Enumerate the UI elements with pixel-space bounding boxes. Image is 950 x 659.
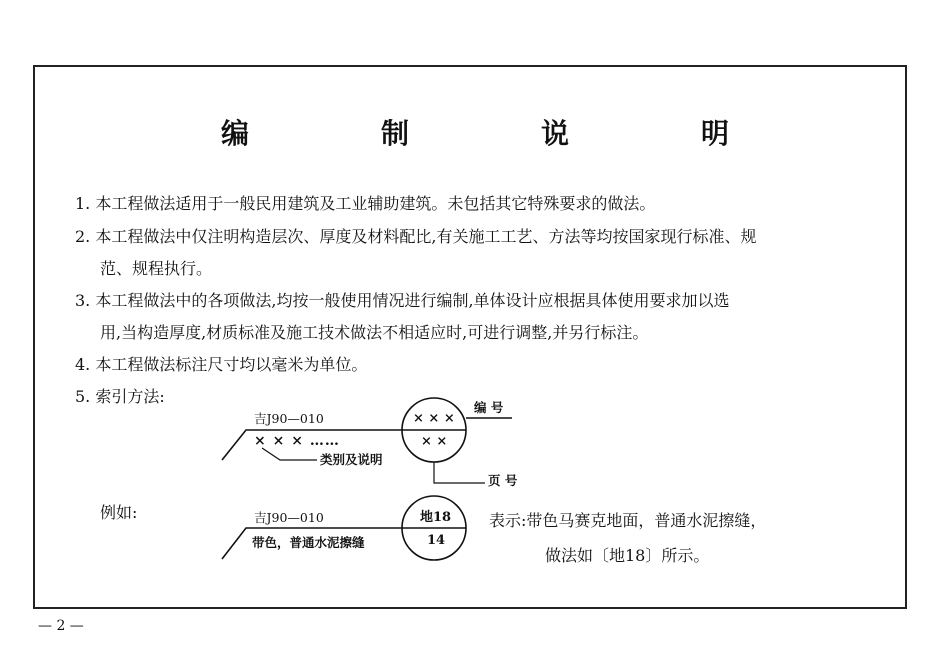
item-text: 索引方法:: [95, 387, 165, 406]
category-pointer-line: [262, 448, 317, 460]
item-number: 1.: [75, 194, 91, 213]
item-text: 本工程做法中仅注明构造层次、厚度及材料配比,有关施工工艺、方法等均按国家现行标准、规: [95, 227, 757, 246]
item-number: 2.: [75, 227, 91, 246]
example-explanation-line-2: 做法如〔地18〕所示。: [545, 546, 710, 565]
item-number: 3.: [75, 291, 91, 310]
example-label: 例如:: [100, 503, 138, 522]
index-code: 吉J90—010: [254, 411, 324, 426]
example-code: 吉J90—010: [254, 510, 324, 525]
index-marks: × × × ……: [254, 433, 340, 449]
item-3-continuation: 用,当构造厚度,材质标准及施工技术做法不相适应时,可进行调整,并另行标注。: [100, 323, 649, 342]
item-text: 本工程做法标注尺寸均以毫米为单位。: [95, 355, 368, 374]
circle-top-marks: × × ×: [413, 411, 455, 426]
category-label: 类别及说明: [320, 452, 383, 467]
number-label: 编 号: [474, 400, 504, 415]
page-title: 编 制 说 明: [220, 117, 781, 150]
page-number: — 2 —: [38, 618, 84, 634]
page-pointer-line: [434, 462, 485, 483]
item-text: 本工程做法适用于一般民用建筑及工业辅助建筑。未包括其它特殊要求的做法。: [95, 194, 656, 213]
example-circle-top: 地18: [420, 510, 452, 525]
item-number: 5.: [75, 387, 91, 406]
example-circle-bottom: 14: [427, 533, 446, 548]
item-2-continuation: 范、规程执行。: [100, 259, 213, 278]
page-label: 页 号: [488, 473, 518, 488]
example-description: 带色，普通水泥擦缝: [252, 535, 365, 550]
example-explanation-line-1: 表示:带色马赛克地面，普通水泥擦缝，: [489, 511, 767, 530]
item-text: 本工程做法中的各项做法,均按一般使用情况进行编制,单体设计应根据具体使用要求加以选: [95, 291, 730, 310]
circle-bottom-marks: × ×: [421, 434, 448, 449]
item-number: 4.: [75, 355, 91, 374]
